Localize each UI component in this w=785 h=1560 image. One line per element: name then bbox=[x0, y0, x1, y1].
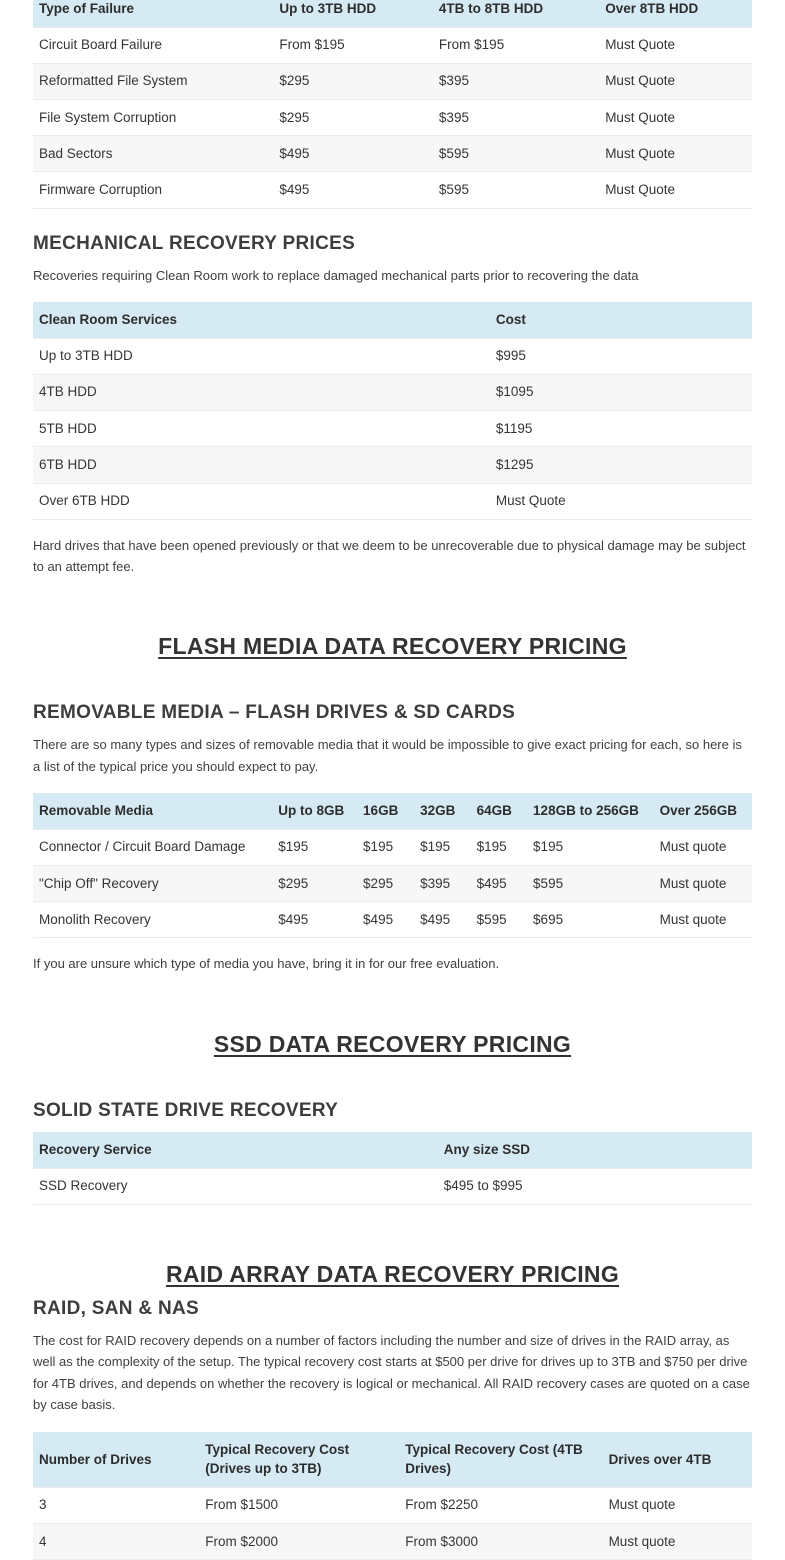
table-header-row bbox=[33, 0, 752, 27]
table-row bbox=[33, 100, 752, 136]
table-cell: $495 to $995 bbox=[438, 1168, 752, 1204]
section-heading-solid-state-drive: SOLID STATE DRIVE RECOVERY bbox=[33, 1100, 339, 1122]
table-cell: 4TB HDD bbox=[33, 374, 490, 410]
table-header-row bbox=[33, 1132, 752, 1168]
column-header: Any size SSD bbox=[438, 1132, 752, 1168]
table-cell: $495 bbox=[273, 172, 433, 208]
section-heading-mechanical-recovery: MECHANICAL RECOVERY PRICES bbox=[33, 232, 356, 254]
table-cell: $595 bbox=[433, 172, 599, 208]
mechanical-recovery-note: Hard drives that have been opened previously or that we deem to be unrecoverable due to physical damage may be subject to an attempt fee. bbox=[33, 537, 746, 574]
table-row bbox=[33, 1168, 752, 1204]
table-row bbox=[33, 136, 752, 172]
column-header: 128GB to 256GB bbox=[527, 793, 654, 829]
table-row bbox=[33, 172, 752, 208]
table-cell: Must Quote bbox=[599, 27, 752, 63]
table-cell: $395 bbox=[433, 63, 599, 99]
table-row bbox=[33, 902, 752, 938]
pricing-table bbox=[33, 0, 752, 209]
table-cell: From $3000 bbox=[399, 1524, 602, 1560]
table-cell: $195 bbox=[527, 829, 654, 865]
column-header: Clean Room Services bbox=[33, 302, 490, 338]
table-cell: Circuit Board Failure bbox=[33, 27, 273, 63]
table-row bbox=[33, 866, 752, 902]
column-header: 64GB bbox=[471, 793, 527, 829]
table-cell: $495 bbox=[273, 136, 433, 172]
table-cell: $595 bbox=[471, 902, 527, 938]
raid-recovery-intro: The cost for RAID recovery depends on a number of factors including the number and size of drives in the RAID array, as well as the complexity of the setup. The typical recovery cost starts at $500 per drive for drives up to 3TB and $750 per drive for 4TB drives, and depends on whether the recovery is logical or mechanical. All RAID recovery cases are quoted on a case by case basis. bbox=[33, 1333, 750, 1413]
table-cell: Must quote bbox=[654, 866, 752, 902]
table-cell: $295 bbox=[273, 63, 433, 99]
table-cell: $495 bbox=[357, 902, 414, 938]
table-cell: $595 bbox=[527, 866, 654, 902]
table-cell: $295 bbox=[272, 866, 357, 902]
raid-pricing-table bbox=[33, 1432, 752, 1560]
removable-media-intro: There are so many types and sizes of removable media that it would be impossible to give exact pricing for each, so here is a list of the typical price you should expect to pay. bbox=[33, 737, 742, 774]
table-cell: $495 bbox=[414, 902, 470, 938]
table-cell: File System Corruption bbox=[33, 100, 273, 136]
column-header: 32GB bbox=[414, 793, 470, 829]
column-header: Recovery Service bbox=[33, 1132, 438, 1168]
column-header: Over 256GB bbox=[654, 793, 752, 829]
table-cell: From $2250 bbox=[399, 1487, 602, 1523]
column-header: Up to 8GB bbox=[272, 793, 357, 829]
table-cell: $695 bbox=[527, 902, 654, 938]
table-cell: Must Quote bbox=[599, 172, 752, 208]
table-cell: Must Quote bbox=[599, 100, 752, 136]
table-cell: Must quote bbox=[603, 1487, 752, 1523]
section-heading-raid-san-nas: RAID, SAN & NAS bbox=[33, 1298, 200, 1320]
table-cell: $295 bbox=[357, 866, 414, 902]
ssd-pricing-table bbox=[33, 1132, 752, 1205]
table-cell: 5TB HDD bbox=[33, 411, 490, 447]
pricing-table bbox=[33, 302, 752, 520]
table-row bbox=[33, 483, 752, 519]
column-header: Typical Recovery Cost (4TB Drives) bbox=[399, 1432, 602, 1488]
table-cell: "Chip Off" Recovery bbox=[33, 866, 272, 902]
table-cell: From $1500 bbox=[199, 1487, 399, 1523]
table-cell: 6TB HDD bbox=[33, 447, 490, 483]
table-row bbox=[33, 1487, 752, 1523]
table-row bbox=[33, 829, 752, 865]
table-cell: Must Quote bbox=[490, 483, 752, 519]
table-cell: $195 bbox=[414, 829, 470, 865]
mechanical-recovery-intro: Recoveries requiring Clean Room work to replace damaged mechanical parts prior to recovering the data bbox=[33, 267, 639, 283]
table-cell: Must quote bbox=[603, 1524, 752, 1560]
pricing-table bbox=[33, 1432, 752, 1560]
table-cell: $995 bbox=[490, 338, 752, 374]
table-row bbox=[33, 447, 752, 483]
page-title-raid-pricing: RAID ARRAY DATA RECOVERY PRICING bbox=[165, 1261, 620, 1288]
table-cell: $595 bbox=[433, 136, 599, 172]
table-cell: $295 bbox=[273, 100, 433, 136]
table-cell: Reformatted File System bbox=[33, 63, 273, 99]
table-cell: $1095 bbox=[490, 374, 752, 410]
table-cell: $195 bbox=[471, 829, 527, 865]
removable-media-note: If you are unsure which type of media you have, bring it in for our free evaluation. bbox=[33, 956, 500, 972]
table-cell: Must Quote bbox=[599, 136, 752, 172]
table-cell: $1195 bbox=[490, 411, 752, 447]
table-cell: 3 bbox=[33, 1487, 199, 1523]
table-cell: Must Quote bbox=[599, 63, 752, 99]
column-header: Removable Media bbox=[33, 793, 272, 829]
table-cell: Must quote bbox=[654, 829, 752, 865]
table-header-row bbox=[33, 302, 752, 338]
column-header: Typical Recovery Cost (Drives up to 3TB) bbox=[199, 1432, 399, 1488]
column-header: Over 8TB HDD bbox=[599, 0, 752, 27]
table-cell: Bad Sectors bbox=[33, 136, 273, 172]
table-cell: $1295 bbox=[490, 447, 752, 483]
page-title-flash-media-pricing: FLASH MEDIA DATA RECOVERY PRICING bbox=[158, 633, 627, 660]
table-cell: Over 6TB HDD bbox=[33, 483, 490, 519]
table-cell: 4 bbox=[33, 1524, 199, 1560]
table-cell: From $2000 bbox=[199, 1524, 399, 1560]
pricing-table bbox=[33, 1132, 752, 1205]
table-cell: SSD Recovery bbox=[33, 1168, 438, 1204]
column-header: Drives over 4TB bbox=[603, 1432, 752, 1488]
table-row bbox=[33, 27, 752, 63]
table-header-row bbox=[33, 1432, 752, 1488]
removable-media-pricing-table bbox=[33, 793, 752, 938]
table-cell: $195 bbox=[357, 829, 414, 865]
column-header: Cost bbox=[490, 302, 752, 338]
table-row bbox=[33, 1524, 752, 1560]
page-title-ssd-pricing: SSD DATA RECOVERY PRICING bbox=[213, 1031, 572, 1058]
table-cell: Up to 3TB HDD bbox=[33, 338, 490, 374]
table-cell: From $195 bbox=[273, 27, 433, 63]
table-cell: Firmware Corruption bbox=[33, 172, 273, 208]
column-header: 4TB to 8TB HDD bbox=[433, 0, 599, 27]
table-header-row bbox=[33, 793, 752, 829]
table-cell: $495 bbox=[272, 902, 357, 938]
table-row bbox=[33, 338, 752, 374]
hdd-failure-pricing-table bbox=[33, 0, 752, 209]
section-heading-removable-media: REMOVABLE MEDIA – FLASH DRIVES & SD CARDS bbox=[33, 702, 516, 724]
column-header: Up to 3TB HDD bbox=[273, 0, 433, 27]
column-header: 16GB bbox=[357, 793, 414, 829]
table-row bbox=[33, 374, 752, 410]
table-cell: Connector / Circuit Board Damage bbox=[33, 829, 272, 865]
table-cell: $195 bbox=[272, 829, 357, 865]
table-cell: Must quote bbox=[654, 902, 752, 938]
clean-room-pricing-table bbox=[33, 302, 752, 520]
pricing-table bbox=[33, 793, 752, 938]
table-cell: $495 bbox=[471, 866, 527, 902]
column-header: Number of Drives bbox=[33, 1432, 199, 1488]
table-cell: From $195 bbox=[433, 27, 599, 63]
table-cell: Monolith Recovery bbox=[33, 902, 272, 938]
table-cell: $395 bbox=[414, 866, 470, 902]
table-cell: $395 bbox=[433, 100, 599, 136]
table-row bbox=[33, 411, 752, 447]
column-header: Type of Failure bbox=[33, 0, 273, 27]
table-row bbox=[33, 63, 752, 99]
